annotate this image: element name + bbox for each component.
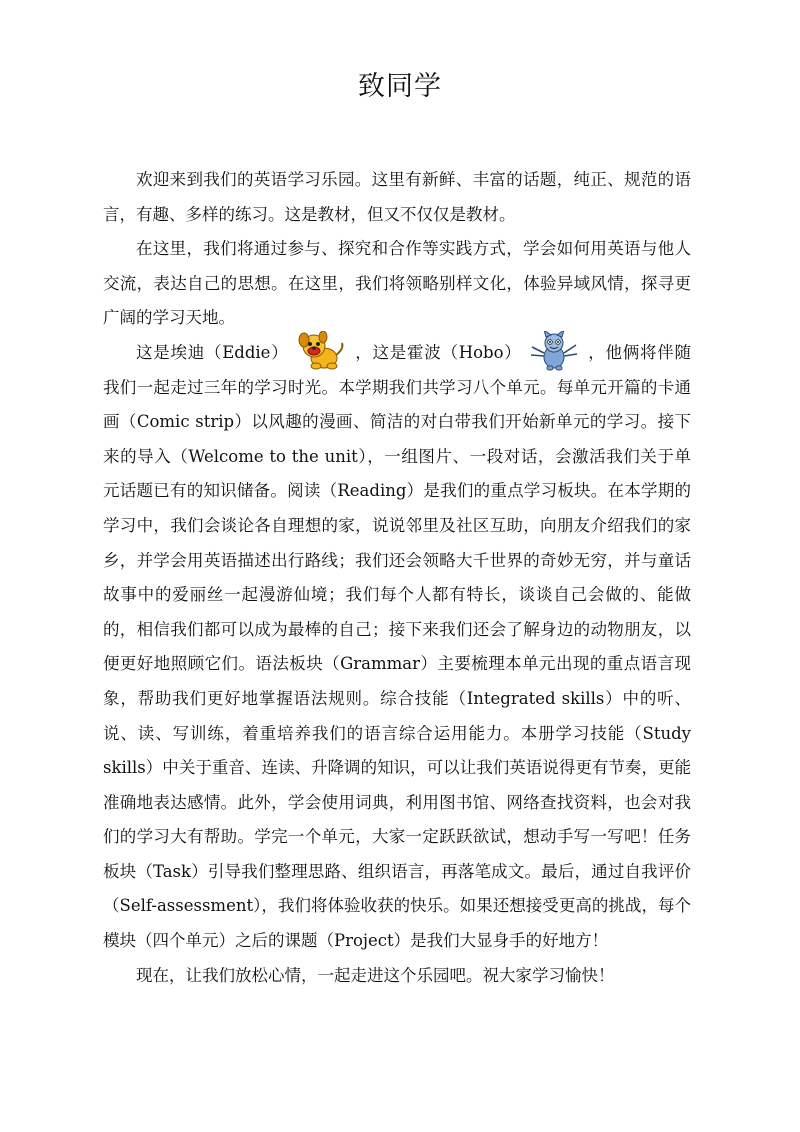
- eddie-intro-text: 这是埃迪（Eddie）: [136, 342, 289, 362]
- paragraph-welcome: 欢迎来到我们的英语学习乐园。这里有新鲜、丰富的话题，纯正、规范的语言，有趣、多样的练习。这是教材，但又不仅仅是教材。: [103, 170, 691, 224]
- paragraph-closing: 现在，让我们放松心情，一起走进这个乐园吧。祝大家学习愉快！: [136, 965, 615, 985]
- page-title: 致同学: [358, 71, 442, 102]
- hobo-intro-text: ，这是霍波（Hobo）: [354, 342, 522, 362]
- letter-body: [103, 163, 691, 993]
- paragraph-learning: 在这里，我们将通过参与、探究和合作等实践方式，学会如何用英语与他人交流，表达自己的思想。在这里，我们将领略别样文化，体验异域风情，探寻更广阔的学习天地。: [103, 239, 691, 328]
- hobo-mascot-image: [528, 331, 580, 371]
- paragraph-course-intro: [103, 336, 691, 959]
- eddie-mascot-image: [294, 331, 346, 371]
- course-intro-text: ，他俩将伴随我们一起走过三年的学习时光。本学期我们共学习八个单元。每单元开篇的卡通画（Comic strip）以风趣的漫画、简洁的对白带我们开始新单元的学习。接下来的导入（Welcome to the unit），一组图片、一段对话，会激活我们关于单元话题已有的知识储备。阅读（Reading）是我们的重点学习板块。在本学期的学习中，我们会谈论各自理想的家，说说邻里及社区互助，向朋友介绍我们的家乡，并学会用英语描述出行路线；我们还会领略大千世界的奇妙无穷，并与童话故事中的爱丽丝一起漫游仙境；我们每个人都有特长，谈谈自己会做的、能做的，相信我们都可以成为最棒的自己；接下来我们还会了解身边的动物朋友，以便更好地照顾它们。语法板块（Grammar）主要梳理本单元出现的重点语言现象，帮助我们更好地掌握语法规则。综合技能（Integrated skills）中的听、说、读、写训练，着重培养我们的语言综合运用能力。本册学习技能（Study skills）中关于重音、连读、升降调的知识，可以让我们英语说得更有节奏，更能准确地表达感情。此外，学会使用词典，利用图书馆、网络查找资料，也会对我们的学习大有帮助。学完一个单元，大家一定跃跃欲试，想动手写一写吧！任务板块（Task）引导我们整理思路、组织语言，再落笔成文。最后，通过自我评价（Self-assessment），我们将体验收获的快乐。如果还想接受更高的挑战，每个模块（四个单元）之后的课题（Project）是我们大显身手的好地方！: [103, 342, 692, 951]
